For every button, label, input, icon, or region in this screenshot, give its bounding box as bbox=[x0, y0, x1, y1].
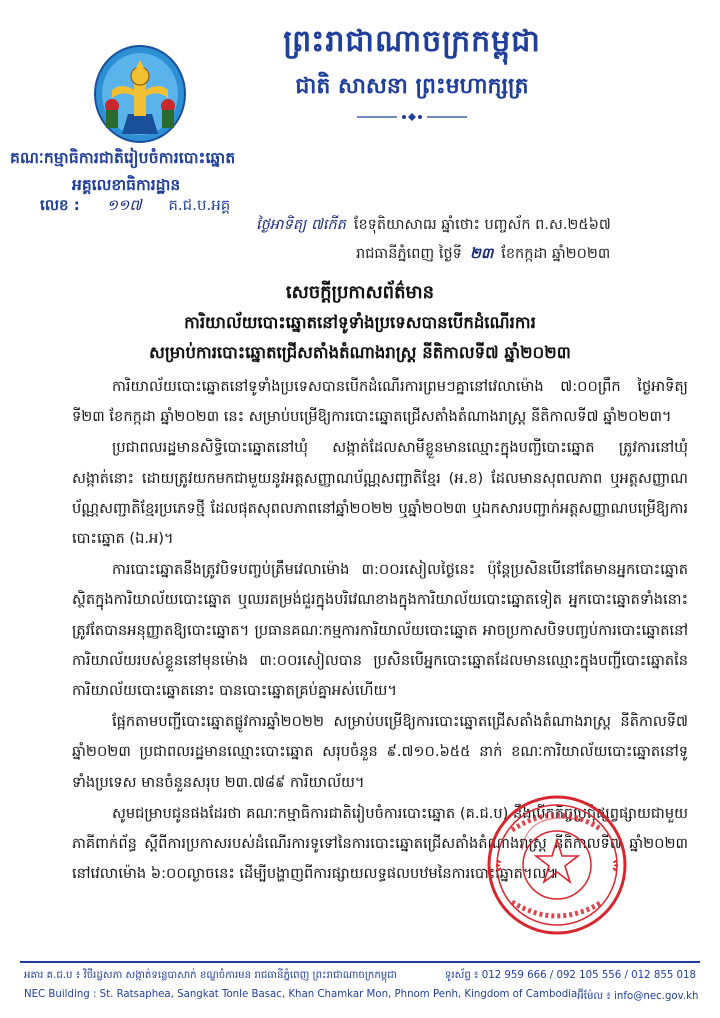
paragraph-4: ផ្អែកតាមបញ្ជីបោះឆ្នោតផ្លូវការឆ្នាំ២០២២ សម្រាប់បម្រើឱ្យការបោះឆ្នោតជ្រើសតាំងតំណាងរាស្ត្រ នីតិកាលទី៧ ឆ្នាំ២០២៣ ប្រជាពលរដ្ឋមានឈ្មោះបោះឆ្នោត សរុបចំនួន ៩.៧១០.៦៥៥ នាក់ ខណៈការិយាល័យបោះឆ្នោតនៅទូទាំងប្រទេស មានចំនួនសរុប ២៣.៧៨៩ ការិយាល័យ។ bbox=[72, 713, 688, 791]
official-red-seal-icon bbox=[482, 790, 632, 940]
paragraph-2: ប្រជាពលរដ្ឋមានសិទ្ធិបោះឆ្នោតនៅឃុំ សង្កាត់ដែលសាមីខ្លួនមានឈ្មោះក្នុងបញ្ជីបោះឆ្នោត ត្រូវការនៅឃុំ សង្កាត់នោះ ដោយត្រូវយកមកជាមួយនូវអត្តសញ្ញាណប័ណ្ណសញ្ជាតិខ្មែរ (អ.ខ) ដែលមានសុពលភាព ឬអត្តសញ្ញាណប័ណ្ណសញ្ជាតិខ្មែរប្រភេទថ្មី ដែលផុតសុពលភាពនៅឆ្នាំ២០២២ ឬឆ្នាំ២០២៣ ឬឯកសារបញ្ជាក់អត្តសញ្ញាណបម្រើឱ្យការបោះឆ្នោត (ឯ.អ)។ bbox=[72, 439, 688, 548]
committee-department: អគ្គលេខាធិការដ្ឋាន bbox=[72, 176, 181, 194]
nec-emblem-icon bbox=[92, 44, 188, 146]
day-number: ២៣ bbox=[469, 246, 494, 262]
reference-value: ១១៧ bbox=[106, 196, 142, 214]
footer-phone: ទូរស័ព្ទ ៖ 012 959 666 / 092 105 556 / 012 855 018 bbox=[444, 970, 696, 981]
paragraph-5: សូមជម្រាបជូនផងដែរថា គណៈកម្មាធិការជាតិរៀបចំការបោះឆ្នោត (គ.ជ.ប) នឹងបើកកិច្ចប្រជុំផ្សព្វផ្សាយជាមួយភាគីពាក់ព័ន្ធ ស្តីពីការប្រកាសរបស់ដំណើរការទូទៅនៃការបោះឆ្នោតជ្រើសតាំងតំណាងរាស្ត្រ នីតិកាលទី៧ ឆ្នាំ២០២៣ នៅវេលាម៉ោង ៦:០០ល្ងាចនេះ ដើម្បីបង្ហាញពីការផ្សាយលទ្ធផលបឋមនៃការបោះឆ្នោត។ល៕ bbox=[72, 804, 688, 883]
paragraph-1: ការិយាល័យបោះឆ្នោតនៅទូទាំងប្រទេសបានបើកដំណើរការព្រមៗគ្នានៅវេលាម៉ោង ៧:០០ព្រឹក ថ្ងៃអាទិត្យ ទី២៣ ខែកក្កដា ឆ្នាំ២០២៣ នេះ សម្រាប់បម្រើឱ្យការបោះឆ្នោតជ្រើសតាំងតំណាងរាស្ត្រ នីតិកាលទី៧ ឆ្នាំ២០២៣។ bbox=[72, 378, 688, 426]
footer-address-kh: អគារ គ.ជ.ប ៖ វិថីរដ្ឋសភា សង្កាត់ទន្លេបាសាក់ ខណ្ឌចំការមន រាជធានីភ្នំពេញ ព្រះរាជាណាចក្រកម្ពុជា bbox=[24, 970, 397, 981]
issuing-committee bbox=[10, 148, 290, 198]
place-label: រាជធានីភ្នំពេញ ថ្ងៃទី bbox=[356, 246, 462, 262]
date-block bbox=[256, 216, 696, 266]
ornamental-divider-icon bbox=[357, 112, 467, 122]
footer-email: អ៊ីម៉ែល ៖ info@nec.gov.kh bbox=[577, 991, 699, 1002]
footer-row-khmer bbox=[24, 968, 696, 983]
title-line-2: ការិយាល័យបោះឆ្នោតនៅទូទាំងប្រទេសបានបើកដំណើរការ bbox=[184, 313, 536, 332]
footer-divider bbox=[20, 961, 700, 963]
committee-name: គណៈកម្មាធិការជាតិរៀបចំការបោះឆ្នោត bbox=[10, 149, 236, 167]
kingdom-title: ព្រះរាជាណាចក្រកម្ពុជា bbox=[283, 24, 541, 59]
footer-row-english bbox=[24, 989, 699, 1004]
reference-number bbox=[40, 196, 230, 218]
footer bbox=[24, 968, 699, 1004]
document-title bbox=[60, 280, 660, 367]
month-year: ខែកក្កដា ឆ្នាំ២០២៣ bbox=[501, 246, 611, 262]
kingdom-header bbox=[262, 22, 562, 126]
title-line-3: សម្រាប់ការបោះឆ្នោតជ្រើសតាំងតំណាងរាស្ត្រ នីតិកាលទី៧ ឆ្នាំ២០២៣ bbox=[149, 343, 571, 362]
title-line-1: សេចក្តីប្រកាសព័ត៌មាន bbox=[285, 282, 435, 303]
solar-date bbox=[256, 245, 696, 266]
lunar-day: ថ្ងៃអាទិត្យ ៧កើត bbox=[256, 217, 346, 233]
reference-code: គ.ជ.ប.អគ្គ bbox=[168, 196, 231, 214]
reference-label: លេខ : bbox=[40, 196, 80, 214]
paragraph-3: ការបោះឆ្នោតនឹងត្រូវបិទបញ្ចប់ត្រឹមវេលាម៉ោង ៣:០០រសៀលថ្ងៃនេះ ប៉ុន្តែប្រសិនបើនៅតែមានអ្នកបោះឆ្នោតស្ថិតក្នុងការិយាល័យបោះឆ្នោត ឬឈរតម្រង់ជួរក្នុងបរិវេណខាងក្នុងការិយាល័យបោះឆ្នោតទៀត អ្នកបោះឆ្នោតទាំងនោះត្រូវតែបានអនុញ្ញាតឱ្យបោះឆ្នោត។ ប្រធានគណៈកម្មការការិយាល័យបោះឆ្នោត អាចប្រកាសបិទបញ្ចប់ការបោះឆ្នោតនៅការិយាល័យរបស់ខ្លួននៅមុនម៉ោង ៣:០០រសៀលបាន ប្រសិនបើអ្នកបោះឆ្នោតដែលមានឈ្មោះក្នុងបញ្ជីបោះឆ្នោតនៃការិយាល័យបោះឆ្នោតនោះ បានបោះឆ្នោតគ្រប់គ្នាអស់ហើយ។ bbox=[72, 561, 688, 700]
national-motto: ជាតិ សាសនា ព្រះមហាក្សត្រ bbox=[295, 74, 529, 99]
footer-address-en: NEC Building : St. Ratsaphea, Sangkat Tonle Basac, Khan Chamkar Mon, Phnom Penh, Kingdom of Cambodia bbox=[24, 989, 578, 1000]
lunar-month-year: ខែទុតិយាសាឍ ឆ្នាំថោះ បញ្ចស័ក ព.ស.២៥៦៧ bbox=[353, 217, 611, 233]
lunar-date bbox=[256, 216, 696, 237]
